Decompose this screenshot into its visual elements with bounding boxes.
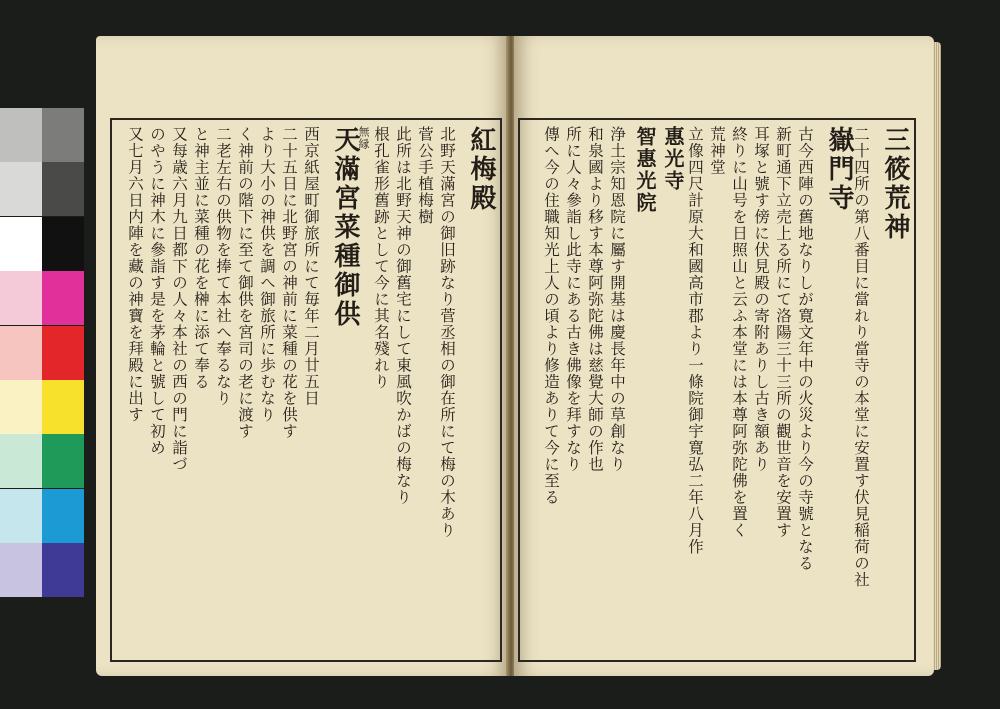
right-page-column: 惠光寺 [661,126,685,192]
right-page-column: 二十四所の第八番目に當れり當寺の本堂に安置す伏見稲荷の社 [852,126,870,588]
color-patch [0,380,42,434]
right-page-column: 終りに山号を日照山と云ふ本堂には本尊阿弥陀佛を置く [730,126,748,539]
right-page-frame [518,118,916,662]
color-patch [42,217,84,271]
open-book [96,36,941,676]
color-calibration-strip [0,108,84,598]
right-page-column: 立像四尺計原大和國高市郡より一條院御宇寛弘二年八月作 [686,126,704,555]
left-page-column: 又每歳六月九日都下の人々本社の西の門に詣づ [170,126,188,473]
left-page-frame [110,118,502,662]
right-page [514,36,934,676]
right-page-column: 傳へ今の住職知光上人の頃より修造ありて今に至る [542,126,560,506]
color-patch [0,162,42,216]
left-page-column: 又七月六日内陣を藏の神寶を拜殿に出す [126,126,144,423]
left-page [96,36,508,676]
color-patch [0,326,42,380]
left-page-column: 北野天滿宮の御旧跡なり菅丞相の御在所にて梅の木あり [438,126,456,539]
right-page-column: 嶽門寺 [824,126,854,213]
left-page-column: 紅梅殿 [466,126,496,213]
left-page-column: 天滿宮菜種御供 [330,126,360,329]
page-edges [933,42,941,670]
color-patch [42,326,84,380]
right-page-column: 新町通下立売上る所にて洛陽三十三所の觀世音を安置す [774,126,792,539]
right-page-column: 耳塚と號す傍に伏見殿の寄附ありし古き額あり [752,126,770,473]
right-page-column: 荒神堂 [708,126,726,176]
color-patch [42,489,84,543]
right-page-column: 古今西陣の舊地なりしが寛文年中の火災より今の寺號となる [796,126,814,572]
right-page-column: 智惠光院 [633,126,657,214]
left-page-column: 無縁 [357,126,370,150]
left-page-column: く神前の階下に至て御供を宮司の老に渡す [236,126,254,440]
left-page-column: と神主並に菜種の花を榊に添て奉る [192,126,210,390]
color-patch [42,162,84,216]
color-patch [0,271,42,325]
left-page-column: 二十五日に北野宮の神前に菜種の花を供す [280,126,298,440]
color-patch [42,543,84,597]
color-patch [42,380,84,434]
color-patch [0,434,42,488]
left-page-column: 根孔雀形舊跡として今に其名殘れり [372,126,390,390]
color-patch [42,434,84,488]
color-patch [42,108,84,162]
color-patch [0,108,42,162]
left-page-column: 西京紙屋町御旅所にて毎年二月廿五日 [302,126,320,407]
left-page-column: 二老左右の供物を捧て本社へ奉るなり [214,126,232,407]
color-patch [0,489,42,543]
right-page-column: 浄土宗知恩院に屬す開基は慶長年中の草創なり [608,126,626,473]
right-page-column: 三筱荒神 [880,126,910,242]
color-patch [0,543,42,597]
color-patch [42,271,84,325]
right-page-column: 和泉國より移す本尊阿弥陀佛は慈覺大師の作也 [586,126,604,473]
left-page-column: のやうに神木に參詣す是を茅輪と號して初め [148,126,166,456]
color-patch [0,217,42,271]
right-page-column: 所に人々參詣し此寺にある古き佛像を拜すなり [564,126,582,473]
left-page-column: 菅公手植梅樹 [416,126,434,225]
left-page-column: より大小の神供を調へ御旅所に歩むなり [258,126,276,423]
left-page-column: 此所は北野天神の御舊宅にして東風吹かばの梅なり [394,126,412,506]
